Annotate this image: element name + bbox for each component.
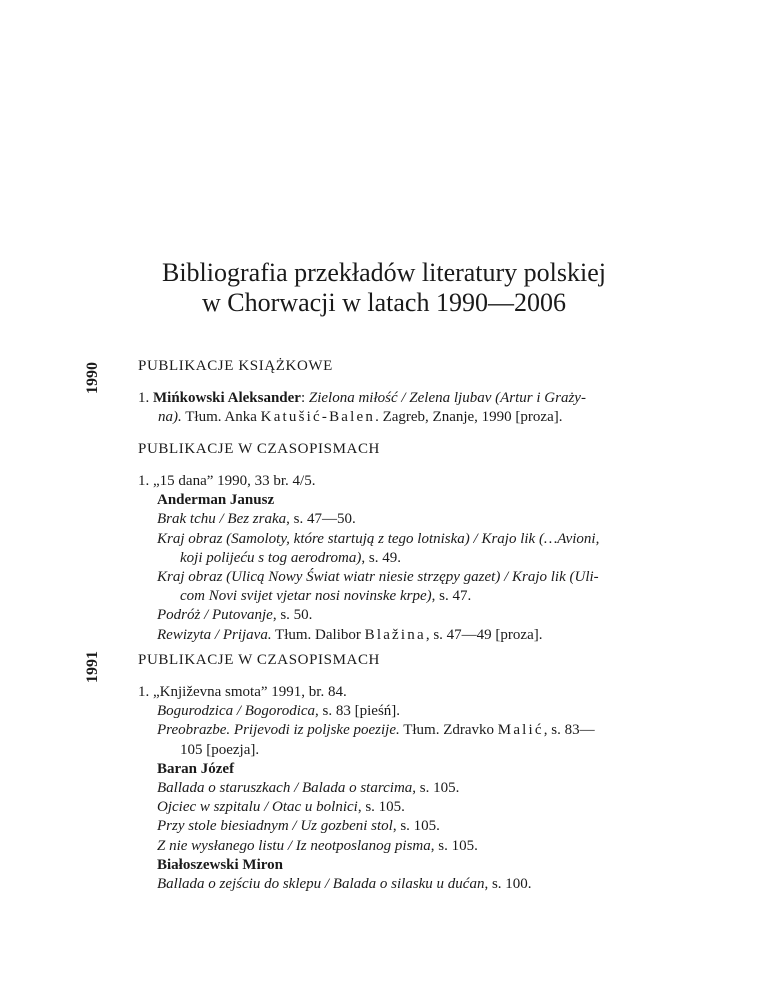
work-item: Kraj obraz (Samoloty, które startują z tego lotniska) / Krajo lik (…Avioni,	[157, 530, 600, 547]
entry-author: Mińkowski Aleksander	[153, 390, 301, 406]
work-item: Ballada o zejściu do sklepu / Balada o silasku u dućan, s. 100.	[157, 876, 532, 893]
journal-entry-1990	[138, 472, 678, 645]
entry-source: 1. „15 dana” 1990, 33 br. 4/5.	[138, 473, 316, 489]
entry-author: Baran Józef	[157, 760, 235, 777]
work-item: Kraj obraz (Ulicą Nowy Świat wiatr niesie strzępy gazet) / Krajo lik (Uli-	[157, 569, 599, 586]
translator-name: Katušić-Balen	[260, 409, 376, 426]
work-item: Podróż / Putovanje, s. 50.	[157, 607, 313, 624]
section-heading-journals-1990: PUBLIKACJE W CZASOPISMACH	[138, 441, 380, 457]
year-marker-1990: 1990	[84, 362, 101, 394]
work-item: Brak tchu / Bez zraka, s. 47—50.	[157, 511, 356, 528]
entry-line: na). Tłum. Anka Katušić-Balen. Zagreb, Znanje, 1990 [proza].	[158, 409, 563, 426]
title-line-2: w Chorwacji w latach 1990—2006	[202, 288, 566, 317]
section-heading-journals-1991: PUBLIKACJE W CZASOPISMACH	[138, 652, 380, 668]
work-item: Bogurodzica / Bogorodica, s. 83 [pieśń].	[157, 703, 401, 720]
entry-title: Zielona miłość / Zelena ljubav (Artur i Graży-	[308, 390, 586, 406]
entry-author: Białoszewski Miron	[157, 856, 283, 873]
work-item: Ojciec w szpitalu / Otac u bolnici, s. 105.	[157, 799, 405, 816]
work-item-cont: 105 [poezja].	[180, 741, 260, 758]
work-item-cont: com Novi svijet vjetar nosi novinske krpe), s. 47.	[180, 588, 472, 605]
translator-name: Malić	[497, 722, 544, 739]
entry-source: 1. „Književna smota” 1991, br. 84.	[138, 684, 347, 700]
work-item: Ballada o staruszkach / Balada o starcima, s. 105.	[157, 780, 460, 797]
work-item: Z nie wysłanego listu / Iz neotposlanog pisma, s. 105.	[157, 837, 478, 854]
work-item: Preobrazbe. Prijevodi iz poljske poezije. Tłum. Zdravko Malić, s. 83—	[157, 722, 595, 739]
entry-line: 1. Mińkowski Aleksander: Zielona miłość / Zelena ljubav (Artur i Graży-	[138, 390, 586, 406]
entry-number: 1.	[138, 390, 150, 406]
page-title	[0, 258, 768, 318]
section-heading-books-1990: PUBLIKACJE KSIĄŻKOWE	[138, 358, 333, 374]
translator-name: Blažina	[364, 626, 426, 643]
title-line-1: Bibliografia przekładów literatury polskiej	[161, 258, 607, 287]
journal-entry-1991	[138, 683, 678, 894]
year-marker-1991: 1991	[84, 651, 101, 683]
work-item: Przy stole biesiadnym / Uz gozbeni stol, s. 105.	[157, 818, 440, 835]
entry-author: Anderman Janusz	[157, 492, 275, 509]
book-entry-1990	[138, 389, 678, 427]
work-item-cont: koji polijeću s tog aerodroma), s. 49.	[180, 549, 401, 566]
work-item: Rewizyta / Prijava. Tłum. Dalibor Blažina, s. 47—49 [proza].	[157, 626, 543, 643]
